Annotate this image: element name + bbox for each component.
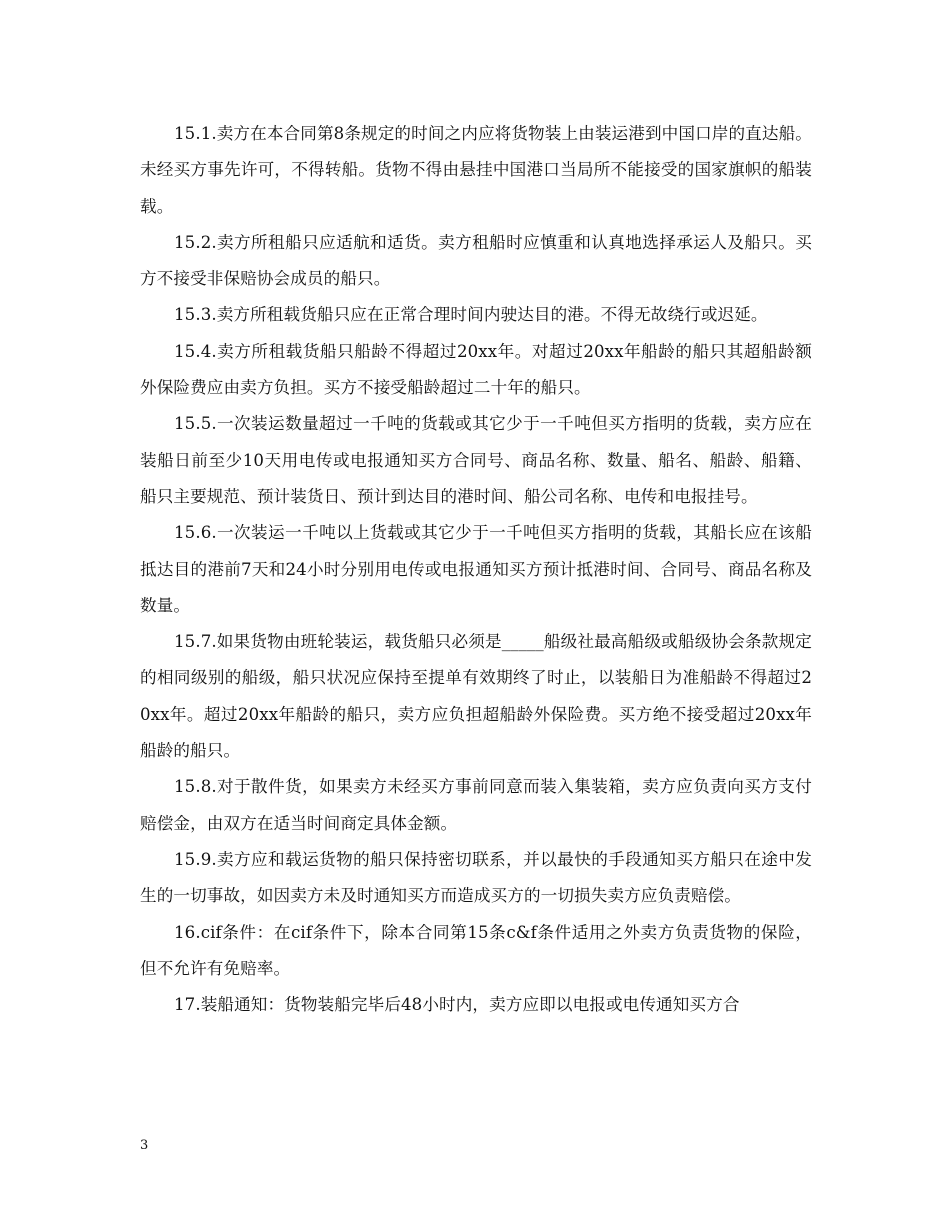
paragraph-15-2: 15.2.卖方所租船只应适航和适货。卖方租船时应慎重和认真地选择承运人及船只。买方不接受非保赔协会成员的船只。 — [140, 232, 812, 289]
paragraph-15-6: 15.6.一次装运一千吨以上货载或其它少于一千吨但买方指明的货载，其船长应在该船抵达目的港前7天和24小时分别用电传或电报通知买方预计抵港时间、合同号、商品名称及数量。 — [140, 523, 812, 615]
paragraph-15-8: 15.8.对于散件货，如果卖方未经买方事前同意而装入集装箱，卖方应负责向买方支付赔偿金，由双方在适当时间商定具体金额。 — [140, 777, 812, 833]
paragraph-15-9: 15.9.卖方应和载运货物的船只保持密切联系，并以最快的手段通知买方船只在途中发生的一切事故，如因卖方未及时通知买方而造成买方的一切损失卖方应负责赔偿。 — [140, 849, 812, 906]
paragraph-15-4: 15.4.卖方所租载货船只船龄不得超过20xx年。对超过20xx年船龄的船只其超船龄额外保险费应由卖方负担。买方不接受船龄超过二十年的船只。 — [140, 341, 812, 398]
paragraph-15-1: 15.1.卖方在本合同第8条规定的时间之内应将货物装上由装运港到中国口岸的直达船。未经买方事先许可，不得转船。货物不得由悬挂中国港口当局所不能接受的国家旗帜的船装载。 — [140, 124, 812, 216]
document-body — [140, 116, 812, 1023]
page-number: 3 — [140, 1138, 149, 1153]
paragraph-15-5: 15.5.一次装运数量超过一千吨的货载或其它少于一千吨但买方指明的货载，卖方应在装船日前至少10天用电传或电报通知买方合同号、商品名称、数量、船名、船龄、船籍、船只主要规范、预计装货日、预计到达目的港时间、船公司名称、电传和电报挂号。 — [140, 414, 812, 506]
paragraph-15-3: 15.3.卖方所租载货船只应在正常合理时间内驶达目的港。不得无故绕行或迟延。 — [174, 305, 768, 325]
paragraph-17: 17.装船通知：货物装船完毕后48小时内，卖方应即以电报或电传通知买方合 — [174, 995, 740, 1015]
paragraph-16: 16.cif条件：在cif条件下，除本合同第15条c&f条件适用之外卖方负责货物的保险，但不允许有免赔率。 — [140, 922, 812, 978]
paragraph-15-7: 15.7.如果货物由班轮装运，载货船只必须是_____船级社最高船级或船级协会条款规定的相同级别的船级，船只状况应保持至提单有效期终了时止，以装船日为准船龄不得超过20xx年。超过20xx年船龄的船只，卖方应负担超船龄外保险费。买方绝不接受超过20xx年船龄的船只。 — [140, 632, 812, 761]
